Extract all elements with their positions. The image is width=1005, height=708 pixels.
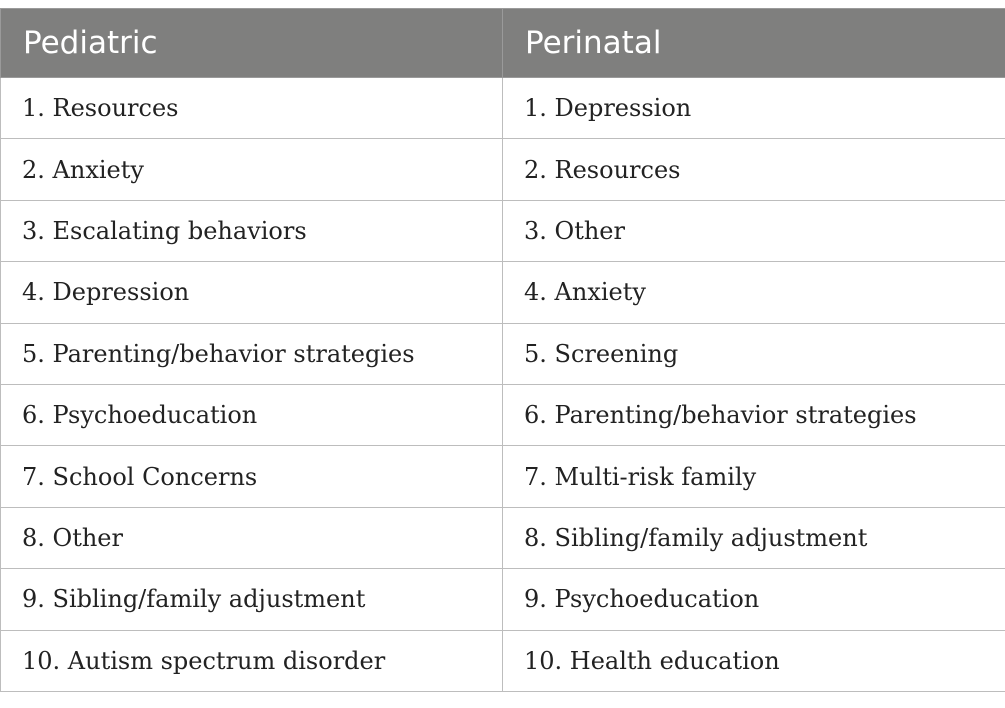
perinatal-cell: 4. Anxiety	[503, 262, 1005, 323]
table-body	[1, 78, 1005, 692]
pediatric-cell: 1. Resources	[1, 78, 503, 139]
table-row	[1, 200, 1005, 261]
table-row	[1, 323, 1005, 384]
table-row	[1, 569, 1005, 630]
perinatal-cell: 8. Sibling/family adjustment	[503, 507, 1005, 568]
header-perinatal: Perinatal	[503, 9, 1005, 78]
header-row	[1, 9, 1005, 78]
table-row	[1, 78, 1005, 139]
data-table-container	[0, 8, 1005, 692]
pediatric-cell: 3. Escalating behaviors	[1, 200, 503, 261]
pediatric-cell: 8. Other	[1, 507, 503, 568]
table-row	[1, 507, 1005, 568]
table-row	[1, 446, 1005, 507]
perinatal-cell: 2. Resources	[503, 139, 1005, 200]
pediatric-cell: 7. School Concerns	[1, 446, 503, 507]
header-pediatric: Pediatric	[1, 9, 503, 78]
table-header	[1, 9, 1005, 78]
table-row	[1, 384, 1005, 445]
pediatric-cell: 2. Anxiety	[1, 139, 503, 200]
perinatal-cell: 3. Other	[503, 200, 1005, 261]
perinatal-cell: 5. Screening	[503, 323, 1005, 384]
pediatric-cell: 4. Depression	[1, 262, 503, 323]
perinatal-cell: 6. Parenting/behavior strategies	[503, 384, 1005, 445]
pediatric-cell: 6. Psychoeducation	[1, 384, 503, 445]
perinatal-cell: 7. Multi-risk family	[503, 446, 1005, 507]
pediatric-cell: 5. Parenting/behavior strategies	[1, 323, 503, 384]
perinatal-cell: 9. Psychoeducation	[503, 569, 1005, 630]
table-row	[1, 139, 1005, 200]
perinatal-cell: 1. Depression	[503, 78, 1005, 139]
table-row	[1, 630, 1005, 691]
pediatric-cell: 10. Autism spectrum disorder	[1, 630, 503, 691]
pediatric-cell: 9. Sibling/family adjustment	[1, 569, 503, 630]
table-row	[1, 262, 1005, 323]
concerns-table	[0, 8, 1005, 692]
perinatal-cell: 10. Health education	[503, 630, 1005, 691]
